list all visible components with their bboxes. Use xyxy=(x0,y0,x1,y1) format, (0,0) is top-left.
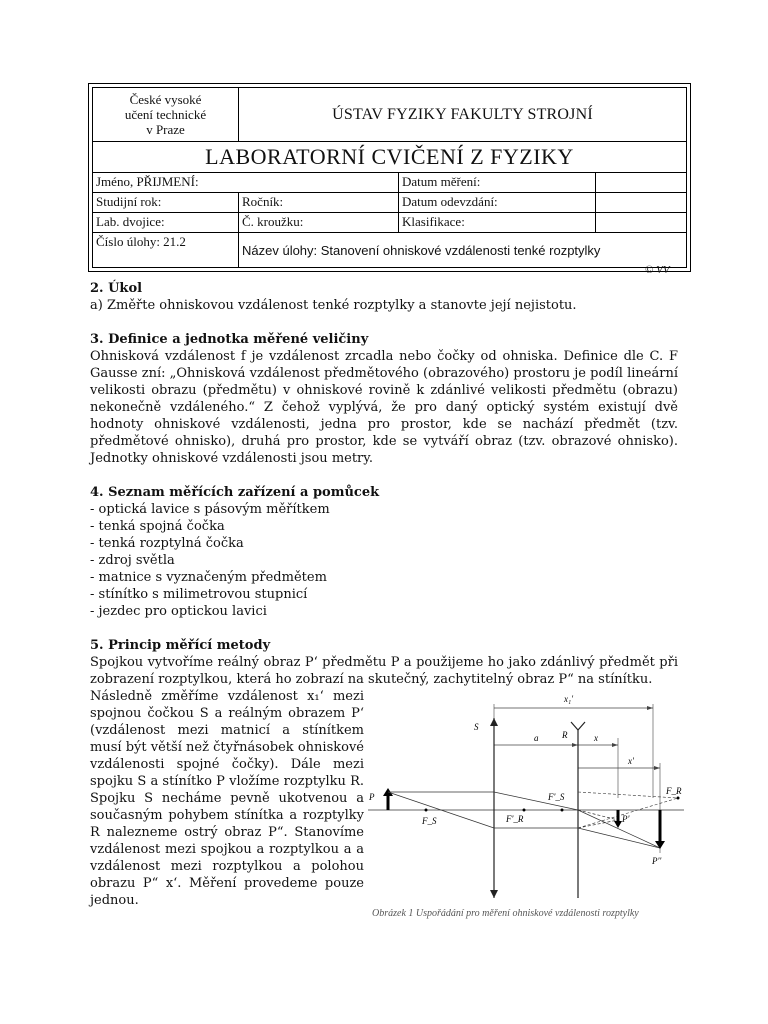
label-Pp: P' xyxy=(622,814,630,824)
field-circle: Č. kroužku: xyxy=(239,213,399,233)
section-heading: 2. Úkol xyxy=(90,281,143,296)
section-method xyxy=(90,637,682,919)
school-name: České vysoké učení technické v Praze xyxy=(93,88,239,142)
optics-diagram xyxy=(366,688,684,898)
equipment-list xyxy=(90,501,678,620)
section-equipment xyxy=(90,484,678,620)
list-item: - optická lavice s pásovým měřítkem xyxy=(90,502,330,517)
lab-title: LABORATORNÍ CVIČENÍ Z FYZIKY xyxy=(93,142,687,173)
label-Ppp: P'' xyxy=(652,856,662,866)
field-date-submitted: Datum odevzdání: xyxy=(399,193,596,213)
list-item: - zdroj světla xyxy=(90,553,175,568)
institute-name: ÚSTAV FYZIKY FAKULTY STROJNÍ xyxy=(239,88,687,142)
field-date-measured-value xyxy=(596,173,687,193)
section-text: Ohnisková vzdálenost f je vzdálenost zrcadla nebo čočky od ohniska. Definice dle C. F Gausse zní: „Ohnisková vzdálenost předmětového (obrazového) prostoru je podíl lineární velikosti obrazu (předmětu) v ohniskové rovině k zdánlivé velikosti předmětu (obrazu) nekonečně vzdáleného.“ Z čehož vyplývá, že pro daný optický systém existují dvě hodnoty ohniskové vzdálenosti, jedna pro prostor, kde se nachází předmět (tzv. předmětové ohnisko), druhá pro prostor, kde se vytváří obraz (tzv. obrazové ohnisko). Jednotky ohniskové vzdálenosti jsou metry. xyxy=(90,349,678,466)
figure-lens-setup xyxy=(366,688,684,922)
list-item: - tenká spojná čočka xyxy=(90,519,225,534)
label-FSp: F'_S xyxy=(548,792,565,802)
label-P: P xyxy=(369,792,375,802)
list-item: - tenká rozptylná čočka xyxy=(90,536,244,551)
figure-caption: Obrázek 1 Uspořádání pro měření ohniskové vzdálenosti rozptylky xyxy=(372,908,639,919)
section-definition xyxy=(90,331,678,467)
field-year-class: Ročník: xyxy=(239,193,399,213)
section-text: a) Změřte ohniskovou vzdálenost tenké rozptylky a stanovte její nejistotu. xyxy=(90,298,577,313)
header-table xyxy=(88,83,691,272)
list-item: - stínítko s milimetrovou stupnicí xyxy=(90,587,308,602)
field-grade-value xyxy=(596,213,687,233)
field-date-submitted-value xyxy=(596,193,687,213)
label-x: x xyxy=(594,733,598,743)
field-lab-pair: Lab. dvojice: xyxy=(93,213,239,233)
list-item: - jezdec pro optickou lavici xyxy=(90,604,267,619)
label-FRp: F'_R xyxy=(506,814,524,824)
field-name: Jméno, PŘIJMENÍ: xyxy=(93,173,399,193)
section-heading: 5. Princip měřící metody xyxy=(90,638,271,653)
section-heading: 4. Seznam měřících zařízení a pomůcek xyxy=(90,485,380,500)
field-date-measured: Datum měření: xyxy=(399,173,596,193)
section-task xyxy=(90,280,678,314)
label-a: a xyxy=(534,733,539,743)
field-task-number: Číslo úlohy: 21.2 xyxy=(93,233,239,268)
section-intro: Spojkou vytvoříme reálný obraz P‘ předmětu P a použijeme ho jako zdánlivý předmět při zobrazení rozptylkou, která ho zobrazí na skutečný, zachytitelný obraz P“ na stínítku. xyxy=(90,655,678,687)
copyright-mark: © VV xyxy=(645,264,670,276)
label-R: R xyxy=(562,730,568,740)
method-flow xyxy=(90,688,682,919)
label-FR: F_R xyxy=(666,786,682,796)
field-grade: Klasifikace: xyxy=(399,213,596,233)
label-S: S xyxy=(474,722,479,732)
list-item: - matnice s vyznačeným předmětem xyxy=(90,570,327,585)
label-FS: F_S xyxy=(422,816,437,826)
section-heading: 3. Definice a jednotka měřené veličiny xyxy=(90,332,369,347)
label-x1: x₁' xyxy=(564,694,574,704)
label-xp: x' xyxy=(628,756,634,766)
field-task-name: Název úlohy: Stanovení ohniskové vzdálenosti tenké rozptylky xyxy=(239,233,687,268)
field-study-year: Studijní rok: xyxy=(93,193,239,213)
document-body xyxy=(90,280,682,919)
method-text: Následně změříme vzdálenost x₁‘ mezi spojnou čočkou S a reálným obrazem P‘ (vzdálenost mezi matnicí a stínítkem musí být větší než čtyřnásobek ohniskové vzdálenosti spojné čočky). Dále mezi spojku S a stínítko P vložíme rozptylku R. Spojku S necháme pevně ukotvenou a současným pohybem stínítka a rozptylky R nalezneme ostrý obraz P“. Stanovíme vzdálenost mezi spojkou a rozptylkou a a vzdálenost mezi rozptylkou a polohou obrazu P“ x‘. Měření provedeme pouze jednou. xyxy=(90,689,364,908)
